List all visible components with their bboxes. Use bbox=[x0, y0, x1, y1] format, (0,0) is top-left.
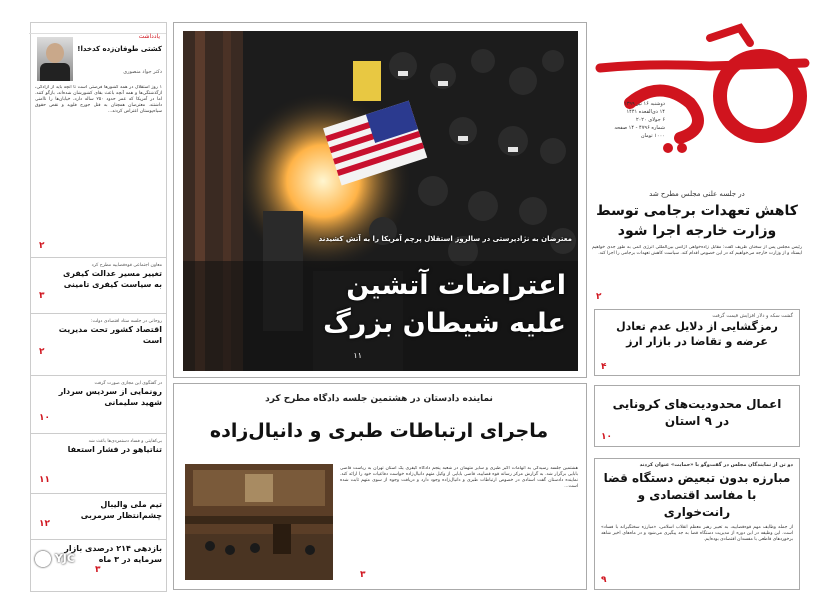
photo-headline-2: علیه شیطان بزرگ bbox=[323, 308, 566, 339]
center-headline: ماجرای ارتباطات طبری و دانیال‌زاده bbox=[209, 420, 549, 442]
story3-title: اعمال محدودیت‌های کرونایی در ۹ استان bbox=[612, 397, 782, 428]
story3-page: ۱۰ bbox=[601, 432, 612, 442]
courtroom-photo bbox=[185, 464, 333, 580]
masthead-dates bbox=[595, 100, 665, 140]
center-story bbox=[173, 383, 587, 590]
story1-title: کاهش تعهدات برجامی توسط وزارت خارجه اجرا شود bbox=[596, 203, 798, 239]
left-item-title: تغییر مسیر عدالت کیفری به سیاست کیفری تامینی bbox=[62, 269, 162, 289]
left-column bbox=[30, 22, 167, 592]
story4-page: ۹ bbox=[601, 575, 607, 585]
left-item[interactable] bbox=[35, 381, 162, 431]
left-item-title: اقتصاد کشور تحت مدیریت است bbox=[58, 325, 162, 345]
left-item-kicker: بی‌کفایتی و فساد دستمزدی‌ها باعث شد bbox=[88, 439, 162, 444]
photo-caption: معترضان به نژادپرستی در سالروز استقلال پرچم آمریکا را به آتش کشیدند bbox=[318, 235, 572, 243]
date-line: دوشنبه ۱۶ تیر ۱۳۹۹ bbox=[623, 101, 665, 107]
author-photo bbox=[37, 37, 73, 81]
left-item-page: ۲ bbox=[39, 347, 45, 357]
left-item-title: تناتیاهو در فشار استعفا bbox=[67, 445, 162, 454]
center-kicker: نماینده دادستان در هشتمین جلسه دادگاه مطرح کرد bbox=[265, 394, 493, 404]
left-item-page: ۱۲ bbox=[39, 519, 50, 529]
story4-kicker: دو تن از نمایندگان مجلس در گفت‌وگو با «حمایت» عنوان کردند bbox=[639, 462, 793, 468]
issue-line: شماره ۴۷۹۶ - ۱۴ صفحه bbox=[614, 125, 665, 131]
note-page: ۲ bbox=[39, 241, 45, 251]
center-body: هشتمین جلسه رسیدگی به اتهامات اکبر طبری و سایر متهمان در شعبه پنجم دادگاه کیفری یک استان تهران به ریاست قاضی بابایی برگزار شد. به گزارش مرکز رسانه قوه قضاییه، قاضی بابایی از وکیل متهم دانیال‌زاده خواست دفاعیات خود را ارائه کند. نماینده دادستان گفت اسنادی در خصوص ارتباطات طبری و دانیال‌زاده وجود دارد و دریافت وجوه از سوی متهم ثابت شده است... bbox=[340, 466, 578, 489]
left-item-page: ۳ bbox=[95, 565, 101, 575]
left-item-kicker: معاون اجتماعی قوه‌قضاییه مطرح کرد bbox=[91, 263, 162, 268]
courtroom-scene bbox=[185, 464, 333, 580]
yjc-watermark bbox=[35, 551, 79, 585]
protest-photo bbox=[183, 31, 578, 371]
photo-headline-1: اعتراضات آتشین bbox=[346, 270, 566, 301]
left-item[interactable] bbox=[35, 439, 162, 489]
left-item-page: ۳ bbox=[39, 291, 45, 301]
left-item-kicker: روحانی در جلسه ستاد اقتصادی دولت: bbox=[90, 319, 162, 324]
story1-body: رئیس مجلس پس از سخنان ظریف گفت: مقابل زاده‌خواهی آژانس بین‌المللی انرژی اتمی به طور جدی خواهیم ایستاد و از وزارت خارجه می‌خواهیم که در این خصوص اقدام کند. سیاست کاهش تعهدات برجامی را اجرا کند. bbox=[592, 245, 802, 256]
left-item-title: بازدهی ۲۱۴ درصدی بازار سرمایه در ۳ ماه bbox=[64, 544, 162, 564]
left-item-page: ۱۰ bbox=[39, 413, 50, 423]
yjc-logo-icon bbox=[35, 551, 51, 567]
center-page: ۳ bbox=[360, 570, 366, 580]
note-body: ۱ روز استقلال در همه کشورها فرصتی است تا آنچه باید از آزادگی، ازگذشتگی‌ها و همه آنچه باعث بقای کشورشان شده‌اند، بازگو کنند. اما در آمریکا که عمر حدود ۲۵۰ ساله دارد، خیابان‌ها را ناامنی داشتند. معترضان همچنان به قتل جورج فلوید و نقض حقوق سیاه‌پوستان اعتراض کردند... bbox=[35, 85, 162, 114]
story1-page: ۲ bbox=[596, 292, 602, 302]
note-title: کشتی طوفان‌زده کدخدا! bbox=[77, 45, 162, 53]
price-line: ۱۰۰۰ تومان bbox=[640, 133, 665, 139]
note-tag-label: یادداشت bbox=[138, 33, 160, 40]
story4-title: مبارزه بدون تبعیض دستگاه قضا با مفاسد اقتصادی و رانت‌خواری bbox=[603, 471, 791, 519]
story2-title: رمزگشایی از دلایل عدم تعادل عرضه و تقاضا در بازار ارز bbox=[616, 320, 778, 348]
left-item[interactable] bbox=[35, 263, 162, 309]
photo-page: ۱۱ bbox=[353, 351, 362, 360]
left-item[interactable] bbox=[35, 499, 162, 539]
left-item-kicker: در گفتگوی این مجازی صورت گرفت bbox=[94, 381, 162, 386]
hijri-date-line: ۱۴ ذی‌القعده ۱۴۴۱ bbox=[626, 109, 665, 115]
story1-kicker: در جلسه علنی مجلس مطرح شد bbox=[649, 190, 745, 198]
gregorian-date-line: ۶ جولای ۲۰۲۰ bbox=[635, 117, 665, 123]
right-story-4[interactable] bbox=[594, 458, 800, 590]
left-item-page: ۱۱ bbox=[39, 475, 50, 485]
left-item-title: تیم ملی والیبال چشم‌انتظار سرمربی bbox=[80, 500, 162, 520]
note-author: دکتر جواد منصوری bbox=[123, 69, 162, 75]
right-column bbox=[592, 190, 802, 590]
left-item-title: رونمایی از سردیس سردار شهید سلیمانی bbox=[58, 387, 162, 407]
left-item[interactable] bbox=[35, 319, 162, 365]
right-story-2[interactable] bbox=[594, 309, 800, 376]
story4-body: از جمله وظایف مهم قوه‌قضاییه، به تعبیر رهبر معظم انقلاب اسلامی، «مبارزه سختگیرانه با فساد» است. این وظیفه در این دوره از مدیریت دستگاه قضا به جد پیگیری می‌شود و در ماه‌های اخیر شاهد برخوردهای قاطعی با مفسدان اقتصادی بوده‌ایم. bbox=[601, 525, 793, 542]
right-story-1[interactable] bbox=[592, 190, 802, 308]
yjc-watermark-text: YJC bbox=[54, 552, 75, 565]
story2-page: ۴ bbox=[601, 362, 607, 372]
note-tag bbox=[29, 23, 166, 40]
right-story-3[interactable] bbox=[594, 385, 800, 447]
story2-kicker: گشت سکه و دلار افزایش قیمت گرفت bbox=[712, 313, 793, 319]
